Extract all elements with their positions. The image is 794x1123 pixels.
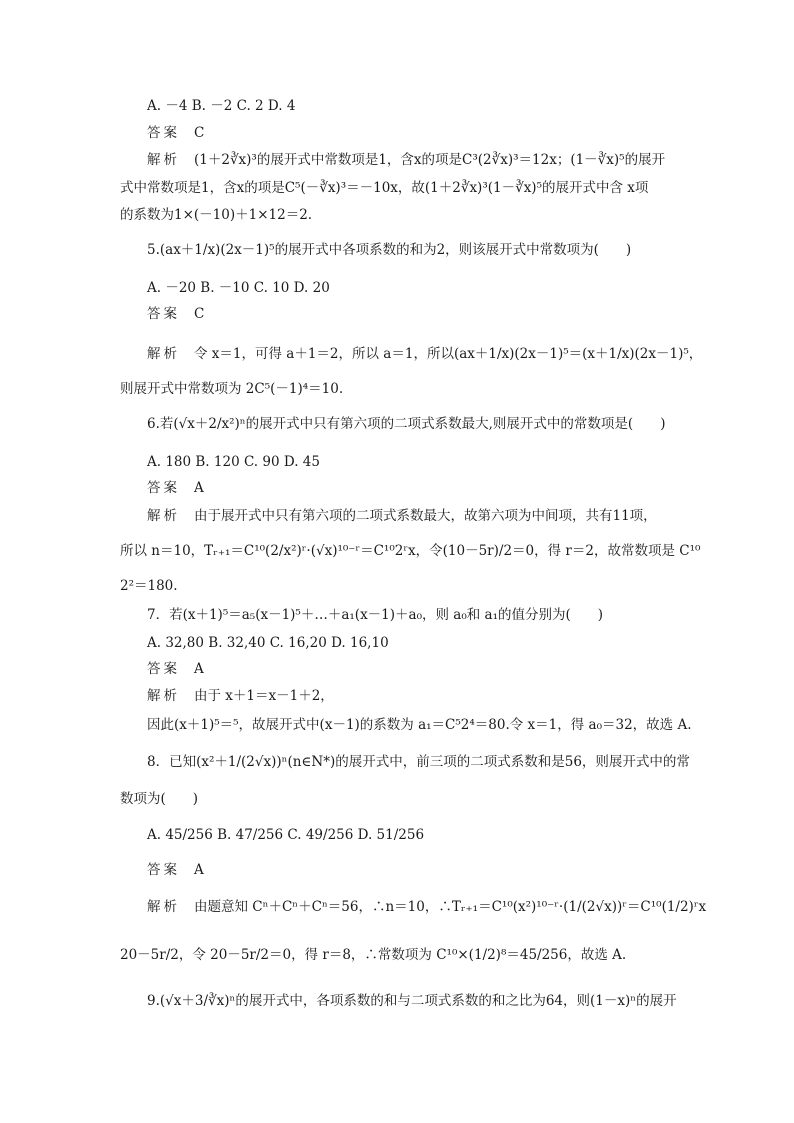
- explanation-text: (1＋2∛x)³的展开式中常数项是1，含x的项是C³(2∛x)³＝12x；(1－∛x)⁵的展开: [194, 152, 666, 168]
- q5-answer: [147, 305, 204, 323]
- q7-answer: [147, 660, 204, 678]
- q8-stem-line-2: 数项为( ): [120, 791, 199, 807]
- explanation-text: 由于 x＋1＝x－1＋2，: [194, 688, 334, 704]
- answer-value: C: [194, 306, 205, 322]
- explanation-text: 由于展开式中只有第六项的二项式系数最大，故第六项为中间项，共有11项，: [194, 508, 657, 524]
- q6-explanation-line-2: 所以 n＝10，Tᵣ₊₁＝C¹⁰(2/x²)ʳ·(√x)¹⁰⁻ʳ＝C¹⁰2ʳx，令(10－5r)/2＝0，得 r＝2，故常数项是 C¹⁰: [120, 543, 701, 559]
- q6-stem: 6.若(√x＋2/x²)ⁿ的展开式中只有第六项的二项式系数最大,则展开式中的常数项是( ): [147, 416, 666, 432]
- explanation-text: 由题意知 Cⁿ＋Cⁿ＋Cⁿ＝56，∴n＝10，∴Tᵣ₊₁＝C¹⁰(x²)¹⁰⁻ʳ·(1/(2√x))ʳ＝C¹⁰(1/2)ʳx: [194, 899, 707, 915]
- q6-options: A. 180 B. 120 C. 90 D. 45: [147, 454, 320, 470]
- q4-explanation-line-2: 式中常数项是1，含x的项是C⁵(－∛x)³＝－10x，故(1＋2∛x)³(1－∛x)⁵的展开式中含 x项: [120, 180, 649, 196]
- explanation-label: 解析: [147, 152, 180, 168]
- q7-explanation-line-2: 因此(x＋1)⁵＝⁵，故展开式中(x－1)的系数为 a₁＝C⁵2⁴＝80.令 x＝1，得 a₀＝32，故选 A.: [147, 717, 692, 733]
- q8-stem-line-1: 8．已知(x²＋1/(2√x))ⁿ(n∈N*)的展开式中，前三项的二项式系数和是56，则展开式中的常: [147, 754, 690, 770]
- q7-options: A. 32,80 B. 32,40 C. 16,20 D. 16,10: [147, 635, 389, 651]
- q5-explanation-line-2: 则展开式中常数项为 2C⁵(－1)⁴＝10.: [120, 381, 344, 397]
- q5-stem: 5.(ax＋1/x)(2x－1)⁵的展开式中各项系数的和为2，则该展开式中常数项为( ): [147, 242, 632, 258]
- explanation-label: 解析: [147, 688, 180, 704]
- q8-explanation-line-2: 20－5r/2，令 20－5r/2＝0，得 r＝8，∴常数项为 C¹⁰×(1/2)⁸＝45/256，故选 A.: [120, 947, 627, 963]
- explanation-text: 令 x＝1，可得 a＋1＝2，所以 a＝1，所以(ax＋1/x)(2x－1)⁵＝(x＋1/x)(2x－1)⁵，: [194, 346, 703, 362]
- explanation-label: 解析: [147, 508, 180, 524]
- explanation-label: 解析: [147, 346, 180, 362]
- answer-value: A: [194, 661, 204, 677]
- q5-options: A. －20 B. －10 C. 10 D. 20: [147, 280, 330, 296]
- q4-options: A. －4 B. －2 C. 2 D. 4: [147, 98, 296, 114]
- answer-value: A: [194, 862, 204, 878]
- q5-explanation-line-1: [147, 345, 702, 363]
- q4-explanation-line-1: [147, 151, 665, 169]
- answer-value: C: [194, 125, 205, 141]
- answer-value: A: [194, 480, 204, 496]
- q4-explanation-line-3: 的系数为1×(－10)＋1×12＝2.: [120, 207, 313, 223]
- answer-label: 答案: [147, 306, 180, 322]
- answer-label: 答案: [147, 661, 180, 677]
- answer-label: 答案: [147, 862, 180, 878]
- q4-answer: [147, 124, 204, 142]
- q6-explanation-line-3: 2²＝180.: [120, 578, 178, 594]
- q7-explanation-line-1: [147, 687, 334, 705]
- answer-label: 答案: [147, 480, 180, 496]
- explanation-label: 解析: [147, 899, 180, 915]
- q8-options: A. 45/256 B. 47/256 C. 49/256 D. 51/256: [147, 827, 425, 843]
- q8-answer: [147, 861, 204, 879]
- q6-answer: [147, 479, 204, 497]
- q7-stem: 7．若(x＋1)⁵＝a₅(x－1)⁵＋…＋a₁(x－1)＋a₀，则 a₀和 a₁的值分别为( ): [147, 607, 604, 623]
- q8-explanation-line-1: [147, 898, 706, 916]
- answer-label: 答案: [147, 125, 180, 141]
- q9-stem: 9.(√x＋3/∛x)ⁿ的展开式中，各项系数的和与二项式系数的和之比为64，则(1－x)ⁿ的展开: [147, 993, 677, 1009]
- q6-explanation-line-1: [147, 507, 657, 525]
